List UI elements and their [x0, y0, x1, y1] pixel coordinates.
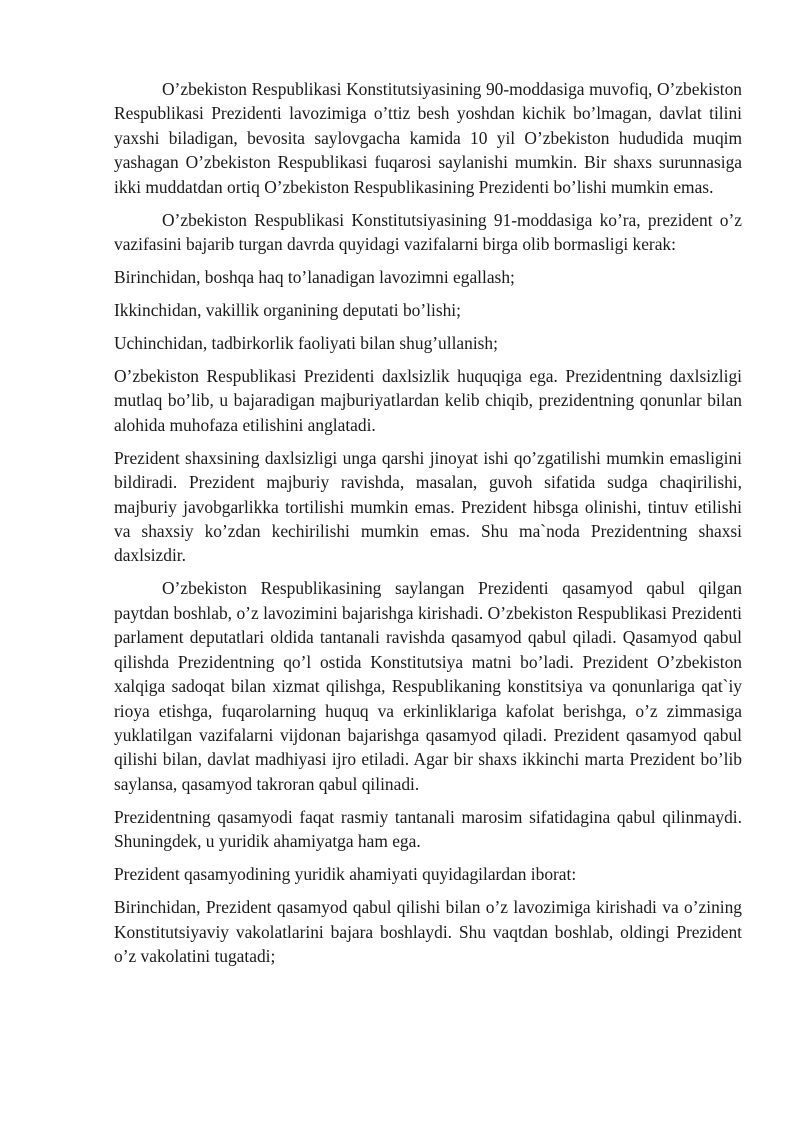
paragraph-immunity-details: Prezident shaxsining daxlsizligi unga qarshi jinoyat ishi qo’zgatilishi mumkin emasligini bildiradi. Prezident majburiy ravishda, masalan, guvoh sifatida sudga chaqirilishi, majburiy javobgarlikka tortilishi mumkin emas. Prezident hibsga olinishi, tintuv etilishi va shaxsiy ko’zdan kechirilishi mumkin emas. Shu ma`noda Prezidentning shaxsi daxlsizdir.	[114, 447, 742, 566]
paragraph-oath-significance: Prezidentning qasamyodi faqat rasmiy tantanali marosim sifatidagina qabul qilinmaydi. Shuningdek, u yuridik ahamiyatga ham ega.	[114, 806, 742, 852]
paragraph-oath: O’zbekiston Respublikasining saylangan Prezidenti qasamyod qabul qilgan paytdan boshlab, o’z lavozimini bajarishga kirishadi. O’zbekiston Respublikasi Prezidenti parlament deputatlari oldida tantanali ravishda qasamyod qabul qiladi. Qasamyod qabul qilishda Prezidentning qo’l ostida Konstitutsiya matni bo’ladi. Prezident O’zbekiston xalqiga sadoqat bilan xizmat qilishga, Respublikaning konstitsiya va qonunlariga qat`iy rioya etishga, fuqarolarning huquq va erkinliklariga kafolat berishga, o’z zimmasiga yuklatilgan vazifalarni vijdonan bajarishga qasamyod qiladi. Prezident qasamyod qabul qilishi bilan, davlat madhiyasi ijro etiladi. Agar bir shaxs ikkinchi marta Prezident bo’lib saylansa, qasamyod takroran qabul qilinadi.	[114, 578, 742, 794]
paragraph-immunity: O’zbekiston Respublikasi Prezidenti daxlsizlik huquqiga ega. Prezidentning daxlsizligi mutlaq bo’lib, u bajaradigan majburiyatlardan kelib chiqib, prezidentning qonunlar bilan alohida muhofaza etilishini anglatadi.	[114, 366, 742, 435]
paragraph-article-91: O’zbekiston Respublikasi Konstitutsiyasining 91-moddasiga ko’ra, prezident o’z vazifasini bajarib turgan davrda quyidagi vazifalarni birga olib bormasligi kerak:	[114, 209, 742, 255]
paragraph-oath-legal-meaning: Prezident qasamyodining yuridik ahamiyati quyidagilardan iborat:	[114, 864, 577, 885]
list-item-oath-first: Birinchidan, Prezident qasamyod qabul qilishi bilan o’z lavozimiga kirishadi va o’zining Konstitutsiyaviy vakolatlarini bajara boshlaydi. Shu vaqtdan boshlab, oldingi Prezident o’z vakolatini tugatadi;	[114, 897, 742, 966]
paragraph-article-90: O’zbekiston Respublikasi Konstitutsiyasining 90-moddasiga muvofiq, O’zbekiston Respublikasi Prezidenti lavozimiga o’ttiz besh yoshdan kichik bo’lmagan, davlat tilini yaxshi biladigan, bevosita saylovgacha kamida 10 yil O’zbekiston hududida muqim yashagan O’zbekiston Respublikasi fuqarosi saylanishi mumkin. Bir shaxs surunnasiga ikki muddatdan ortiq O’zbekiston Respublikasining Prezidenti bo’lishi mumkin emas.	[114, 79, 742, 197]
list-item-first: Birinchidan, boshqa haq to’lanadigan lavozimni egallash;	[114, 267, 515, 288]
list-item-third: Uchinchidan, tadbirkorlik faoliyati bilan shug’ullanish;	[114, 333, 498, 354]
document-page	[114, 77, 742, 977]
list-item-second: Ikkinchidan, vakillik organining deputati bo’lishi;	[114, 300, 461, 321]
